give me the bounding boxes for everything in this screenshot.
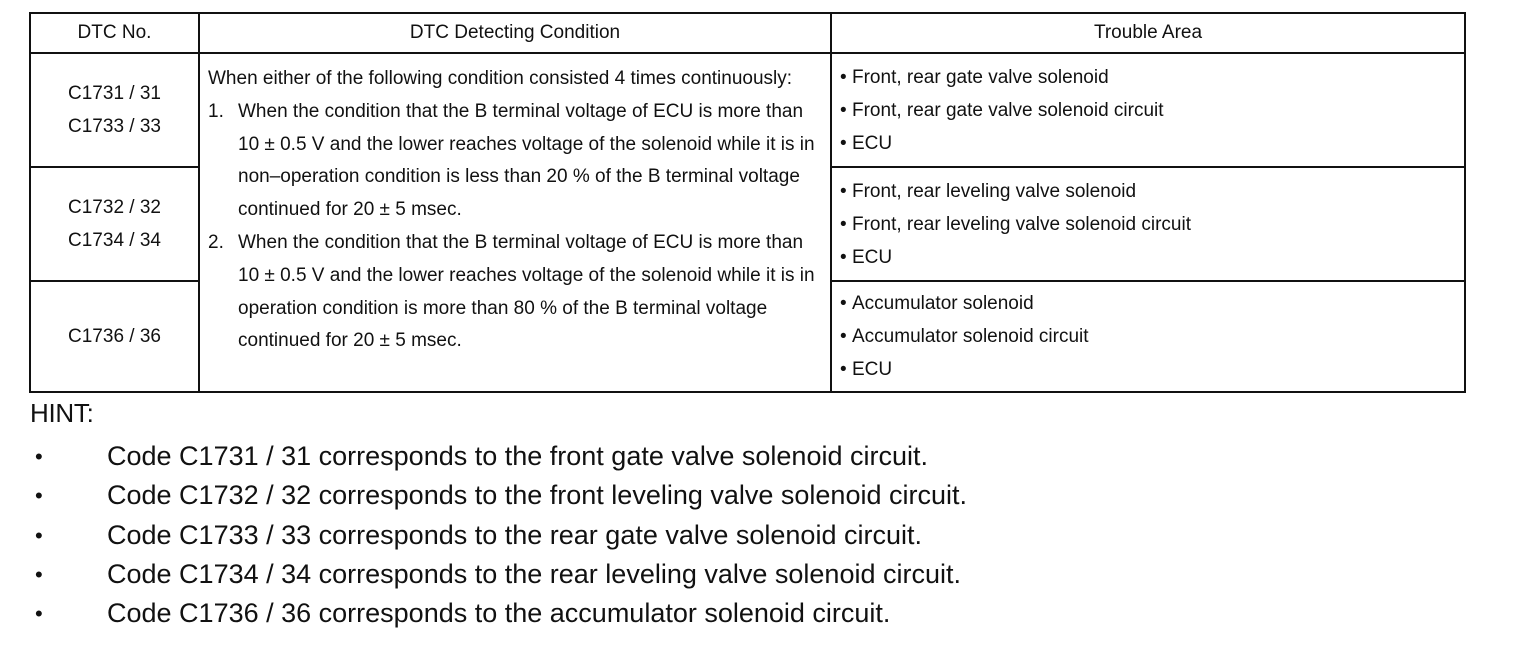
trouble-area-cell bbox=[831, 53, 1465, 167]
bullet-icon: • bbox=[840, 359, 847, 380]
trouble-area-cell bbox=[831, 281, 1465, 392]
trouble-area-text: Front, rear leveling valve solenoid circuit bbox=[852, 213, 1191, 235]
dtc-code: C1734 / 34 bbox=[68, 230, 161, 251]
dtc-code-cell bbox=[30, 53, 199, 167]
trouble-area-text: ECU bbox=[852, 359, 893, 380]
hint-text: Code C1733 / 33 corresponds to the rear gate valve solenoid circuit. bbox=[107, 519, 922, 550]
trouble-area-item bbox=[840, 94, 1464, 127]
bullet-icon: • bbox=[840, 213, 847, 235]
bullet-icon: • bbox=[840, 326, 847, 347]
bullet-icon: • bbox=[840, 246, 847, 268]
trouble-area-text: Front, rear gate valve solenoid circuit bbox=[852, 99, 1164, 121]
header-detecting-condition: DTC Detecting Condition bbox=[199, 13, 831, 53]
condition-item-text: When the condition that the B terminal voltage of ECU is more than 10 ± 0.5 V and the lower reaches voltage of the solenoid while it is in operation condition is more than 80 % of the B terminal voltage continued for 20 ± 5 msec. bbox=[238, 231, 815, 352]
trouble-area-item bbox=[840, 353, 1464, 386]
bullet-icon: • bbox=[35, 444, 43, 469]
table-row bbox=[30, 53, 1465, 167]
trouble-area-text: Accumulator solenoid bbox=[852, 293, 1034, 314]
dtc-code-cell bbox=[30, 167, 199, 281]
list-item bbox=[35, 437, 967, 476]
hint-text: Code C1731 / 31 corresponds to the front gate valve solenoid circuit. bbox=[107, 441, 928, 471]
trouble-area-text: ECU bbox=[852, 246, 893, 268]
trouble-area-item bbox=[840, 320, 1464, 353]
condition-item bbox=[208, 96, 822, 227]
trouble-area-item bbox=[840, 241, 1464, 274]
bullet-icon: • bbox=[35, 561, 43, 587]
trouble-area-item bbox=[840, 127, 1464, 160]
dtc-code: C1731 / 31 bbox=[68, 83, 161, 104]
list-item bbox=[35, 476, 967, 515]
bullet-icon: • bbox=[840, 180, 847, 202]
condition-item-number: 2. bbox=[208, 231, 224, 253]
header-dtc-no: DTC No. bbox=[30, 13, 199, 53]
trouble-area-text: Front, rear gate valve solenoid bbox=[852, 66, 1109, 88]
bullet-icon: • bbox=[35, 483, 43, 509]
trouble-area-text: Front, rear leveling valve solenoid bbox=[852, 180, 1137, 202]
trouble-area-item bbox=[840, 175, 1464, 208]
trouble-area-item bbox=[840, 287, 1464, 320]
list-item bbox=[35, 516, 967, 555]
header-trouble-area: Trouble Area bbox=[831, 13, 1465, 53]
bullet-icon: • bbox=[840, 132, 847, 154]
trouble-area-text: ECU bbox=[852, 132, 893, 154]
bullet-icon: • bbox=[35, 522, 43, 548]
condition-item-text: When the condition that the B terminal voltage of ECU is more than 10 ± 0.5 V and the lower reaches voltage of the solenoid while it is in non–operation condition is less than 20 % of the B terminal voltage continued for 20 ± 5 msec. bbox=[238, 100, 815, 221]
trouble-area-item bbox=[840, 208, 1464, 241]
list-item bbox=[35, 594, 967, 633]
table-header-row bbox=[30, 13, 1465, 53]
dtc-code-cell bbox=[30, 281, 199, 392]
hint-list bbox=[35, 437, 967, 633]
dtc-code: C1736 / 36 bbox=[68, 326, 161, 347]
trouble-area-item bbox=[840, 61, 1464, 94]
bullet-icon: • bbox=[35, 601, 43, 627]
hint-title: HINT: bbox=[30, 398, 94, 428]
trouble-area-text: Accumulator solenoid circuit bbox=[852, 326, 1089, 347]
bullet-icon: • bbox=[840, 66, 847, 88]
bullet-icon: • bbox=[840, 293, 847, 314]
hint-text: Code C1732 / 32 corresponds to the front leveling valve solenoid circuit. bbox=[107, 480, 967, 511]
condition-item-number: 1. bbox=[208, 100, 224, 122]
hint-text: Code C1734 / 34 corresponds to the rear leveling valve solenoid circuit. bbox=[107, 558, 961, 589]
dtc-table bbox=[29, 12, 1466, 393]
hint-text: Code C1736 / 36 corresponds to the accumulator solenoid circuit. bbox=[107, 598, 891, 629]
bullet-icon: • bbox=[840, 99, 847, 121]
detecting-condition-cell bbox=[199, 53, 831, 392]
list-item bbox=[35, 555, 967, 594]
dtc-code: C1733 / 33 bbox=[68, 116, 161, 137]
trouble-area-cell bbox=[831, 167, 1465, 281]
dtc-code: C1732 / 32 bbox=[68, 197, 161, 218]
condition-intro: When either of the following condition consisted 4 times continuously: bbox=[208, 68, 793, 89]
condition-item bbox=[208, 227, 822, 358]
